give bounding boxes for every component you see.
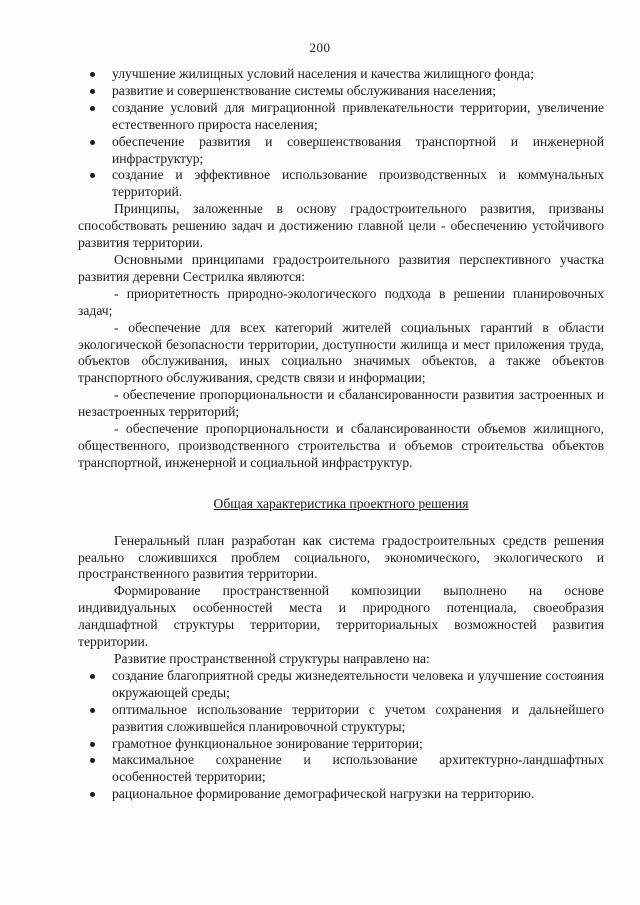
list-item: оптимальное использование территории с учетом сохранения и дальнейшего развития сложившейся планировочной структуры; [78,702,604,736]
bullet-icon [90,742,95,747]
spatial-composition-paragraph: Формирование пространственной композиции выполнено на основе индивидуальных особенностей места и природного потенциала, своеобразия ландшафтной структуры территории, территориальных возможностей развития территории. [78,583,604,650]
spatial-structure-intro: Развитие пространственной структуры направлено на: [114,651,430,666]
goals-list [78,66,604,201]
bullet-icon [90,89,95,94]
bullet-icon [90,140,95,145]
bullet-icon [90,72,95,77]
bullet-icon [90,173,95,178]
list-item: развитие и совершенствование системы обслуживания населения; [78,83,604,100]
page-content [78,66,604,803]
list-item: создание благоприятной среды жизнедеятельности человека и улучшение состояния окружающей среды; [78,668,604,702]
list-item: - обеспечение пропорциональности и сбалансированности объемов жилищного, общественного, производственного строительства и объемов строительства объектов транспортной, инженерной и социальной инфраструктур. [78,421,604,470]
list-item: обеспечение развития и совершенствования транспортной и инженерной инфраструктур; [78,134,604,168]
bullet-icon [90,106,95,111]
page-number: 200 [309,40,331,55]
list-item: грамотное функциональное зонирование территории; [78,736,604,753]
section-title: Общая характеристика проектного решения [213,495,469,511]
list-item: максимальное сохранение и использование архитектурно-ландшафтных особенностей территории; [78,752,604,786]
structure-list [78,668,604,803]
bullet-icon [90,758,95,763]
list-item: рациональное формирование демографической нагрузки на территорию. [78,786,604,803]
principles-intro-paragraph: Принципы, заложенные в основу градостроительного развития, призваны способствовать решению задач и достижению главной цели - обеспечению устойчивого развития территории. [78,201,604,251]
main-principles-intro-paragraph: Основными принципами градостроительного развития перспективного участка развития деревни Сестрилка являются: [78,251,604,284]
list-item: создание условий для миграционной привлекательности территории, увеличение естественного прироста населения; [78,100,604,134]
list-item: - обеспечение пропорциональности и сбалансированности развития застроенных и незастроенных территорий; [78,387,604,420]
list-item: - обеспечение для всех категорий жителей социальных гарантий в области экологической безопасности территории, доступности жилища и мест приложения труда, объектов обслуживания, иных социально значимых объектов, а также объектов транспортного обслуживания, средств связи и информации; [78,319,604,386]
general-plan-paragraph: Генеральный план разработан как система градостроительных средств решения реально сложившихся проблем социального, экономического, экологического и пространственного развития территории. [78,532,604,582]
list-item: - приоритетность природно-экологического подхода в решении планировочных задач; [78,285,604,318]
principles-list [78,286,604,472]
bullet-icon [90,674,95,679]
bullet-icon [90,708,95,713]
bullet-icon [90,792,95,797]
list-item: создание и эффективное использование производственных и коммунальных территорий. [78,167,604,201]
list-item: улучшение жилищных условий населения и качества жилищного фонда; [78,66,604,83]
